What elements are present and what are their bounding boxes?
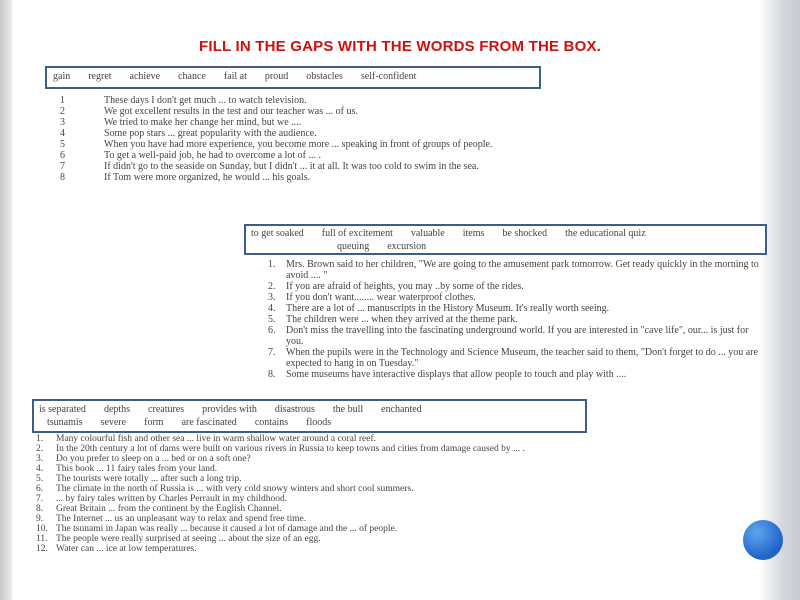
word: be shocked [502, 228, 548, 239]
page-title: FILL IN THE GAPS WITH THE WORDS FROM THE BOX. [198, 38, 602, 55]
list-item [268, 347, 768, 369]
item-text: If didn't go to the seaside on Sunday, but I didn't ... it at all. It was too cold to swim in the sea. [104, 161, 479, 172]
item-number: 5. [36, 474, 44, 484]
item-number: 6 [60, 150, 65, 161]
item-text: This book ... 11 fairy tales from your land. [56, 464, 218, 474]
item-number: 4. [36, 464, 44, 474]
decorative-circle [743, 520, 783, 560]
word-box-2-row-2 [251, 240, 765, 253]
word: provides with [202, 404, 257, 415]
item-text: The climate in the north of Russia is ... with very cold snowy winters and short cool summers. [56, 484, 414, 494]
list-item [36, 464, 576, 474]
item-text: Don't miss the travelling into the fascinating underground world. If you are interested in "cave life", our... is just for you. [286, 325, 749, 347]
list-item [268, 369, 768, 380]
word: regret [88, 71, 112, 82]
item-number: 6. [36, 484, 44, 494]
list-item [36, 434, 576, 444]
list-item [60, 128, 580, 139]
item-text: Some museums have interactive displays that allow people to touch and play with .... [286, 369, 627, 380]
word-box-1-row [53, 70, 539, 83]
item-number: 8. [36, 504, 44, 514]
item-text: ... by fairy tales written by Charles Perrault in my childhood. [56, 494, 288, 504]
list-item [36, 474, 576, 484]
exercise-3-list [36, 434, 576, 554]
word-box-3-row-1 [39, 403, 585, 416]
list-item [60, 117, 580, 128]
list-item [60, 172, 580, 183]
list-item [60, 150, 580, 161]
item-text: When you have had more experience, you become more ... speaking in front of groups of people. [104, 139, 493, 150]
list-item [36, 484, 576, 494]
item-number: 3. [36, 454, 44, 464]
item-number: 2. [36, 444, 44, 454]
word: creatures [148, 404, 185, 415]
item-number: 4. [268, 303, 276, 314]
item-number: 3 [60, 117, 65, 128]
list-item [36, 454, 576, 464]
item-text: Water can ... ice at low temperatures. [56, 544, 197, 554]
item-text: These days I don't get much ... to watch television. [104, 95, 307, 106]
list-item [36, 544, 576, 554]
left-decor-band [0, 0, 12, 600]
list-item [268, 281, 768, 292]
item-number: 10. [36, 524, 48, 534]
item-text: The tourists were totally ... after such a long trip. [56, 474, 242, 484]
word: proud [264, 71, 289, 82]
word: disastrous [274, 404, 315, 415]
item-text: If you are afraid of heights, you may ..by some of the rides. [286, 281, 524, 292]
list-item [36, 534, 576, 544]
item-text: If Tom were more organized, he would ... his goals. [104, 172, 311, 183]
word: form [144, 417, 164, 428]
item-number: 12. [36, 544, 48, 554]
word: tsunamis [47, 417, 83, 428]
item-text: Some pop stars ... great popularity with the audience. [104, 128, 317, 139]
list-item [268, 314, 768, 325]
item-number: 11. [36, 534, 48, 544]
item-text: The tsunami in Japan was really ... because it caused a lot of damage and the ... of people. [56, 524, 398, 534]
list-item [268, 325, 768, 347]
word: chance [178, 71, 206, 82]
item-text: There are a lot of ... manuscripts in the History Museum. It's really worth seeing. [286, 303, 610, 314]
item-text: In the 20th century a lot of dams were built on various rivers in Russia to keep towns and cities from damage caused by ... . [56, 444, 525, 454]
item-text: To get a well-paid job, he had to overcome a lot of ... . [104, 150, 322, 161]
item-number: 5 [60, 139, 65, 150]
item-number: 5. [268, 314, 276, 325]
word: depths [103, 404, 131, 415]
item-text: We got excellent results in the test and our teacher was ... of us. [104, 106, 358, 117]
word-box-1 [45, 66, 541, 89]
word: floods [306, 417, 332, 428]
exercise-2-list [268, 259, 768, 380]
item-number: 2 [60, 106, 65, 117]
word-box-3 [32, 399, 587, 433]
word: self-confident [360, 71, 417, 82]
word: obstacles [306, 71, 343, 82]
list-item [36, 494, 576, 504]
word: severe [100, 417, 127, 428]
item-text: Mrs. Brown said to her children, "We are going to the amusement park tomorrow. Get ready quickly in the morning to avoid .... " [286, 259, 759, 281]
item-number: 1 [60, 95, 65, 106]
word: is separated [39, 404, 86, 415]
item-text: When the pupils were in the Technology and Science Museum, the teacher said to them, "Don't forget to do ... you are expected to hang in on Tuesday." [286, 347, 758, 369]
word: achieve [129, 71, 161, 82]
item-text: Great Britain ... from the continent by the English Channel. [56, 504, 282, 514]
item-number: 1. [268, 259, 276, 270]
word-box-3-row-2 [39, 416, 585, 429]
list-item [36, 514, 576, 524]
item-text: The people were really surprised at seeing ... about the size of an egg. [56, 534, 321, 544]
word: enchanted [381, 404, 422, 415]
word-box-2 [244, 224, 767, 255]
word: excursion [387, 241, 427, 252]
exercise-1-list [60, 95, 580, 183]
item-number: 7. [36, 494, 44, 504]
word: the bull [332, 404, 364, 415]
item-text: The Internet ... us an unpleasant way to relax and spend free time. [56, 514, 307, 524]
item-number: 8 [60, 172, 65, 183]
word: to get soaked [251, 228, 304, 239]
item-text: If you don't want........ wear waterproof clothes. [286, 292, 476, 303]
word: fail at [223, 71, 247, 82]
list-item [268, 292, 768, 303]
item-text: Do you prefer to sleep on a ... bed or on a soft one? [56, 454, 251, 464]
word: gain [53, 71, 71, 82]
word: valuable [410, 228, 445, 239]
item-text: The children were ... when they arrived at the theme park. [286, 314, 518, 325]
word: are fascinated [181, 417, 237, 428]
word: queuing [337, 241, 370, 252]
item-number: 9. [36, 514, 44, 524]
word: full of excitement [321, 228, 393, 239]
item-number: 4 [60, 128, 65, 139]
list-item [60, 106, 580, 117]
word-box-2-row-1 [251, 227, 765, 240]
word: items [462, 228, 485, 239]
item-number: 8. [268, 369, 276, 380]
list-item [36, 444, 576, 454]
item-number: 2. [268, 281, 276, 292]
list-item [60, 161, 580, 172]
item-number: 1. [36, 434, 44, 444]
list-item [36, 504, 576, 514]
list-item [268, 303, 768, 314]
item-number: 6. [268, 325, 276, 336]
item-number: 7 [60, 161, 65, 172]
item-number: 7. [268, 347, 276, 358]
word: the educational quiz [565, 228, 646, 239]
list-item [60, 95, 580, 106]
item-text: Many colourful fish and other sea ... live in warm shallow water around a coral reef. [56, 434, 376, 444]
list-item [36, 524, 576, 534]
word: contains [254, 417, 289, 428]
item-number: 3. [268, 292, 276, 303]
item-text: We tried to make her change her mind, but we .... [104, 117, 302, 128]
list-item [60, 139, 580, 150]
list-item [268, 259, 768, 281]
